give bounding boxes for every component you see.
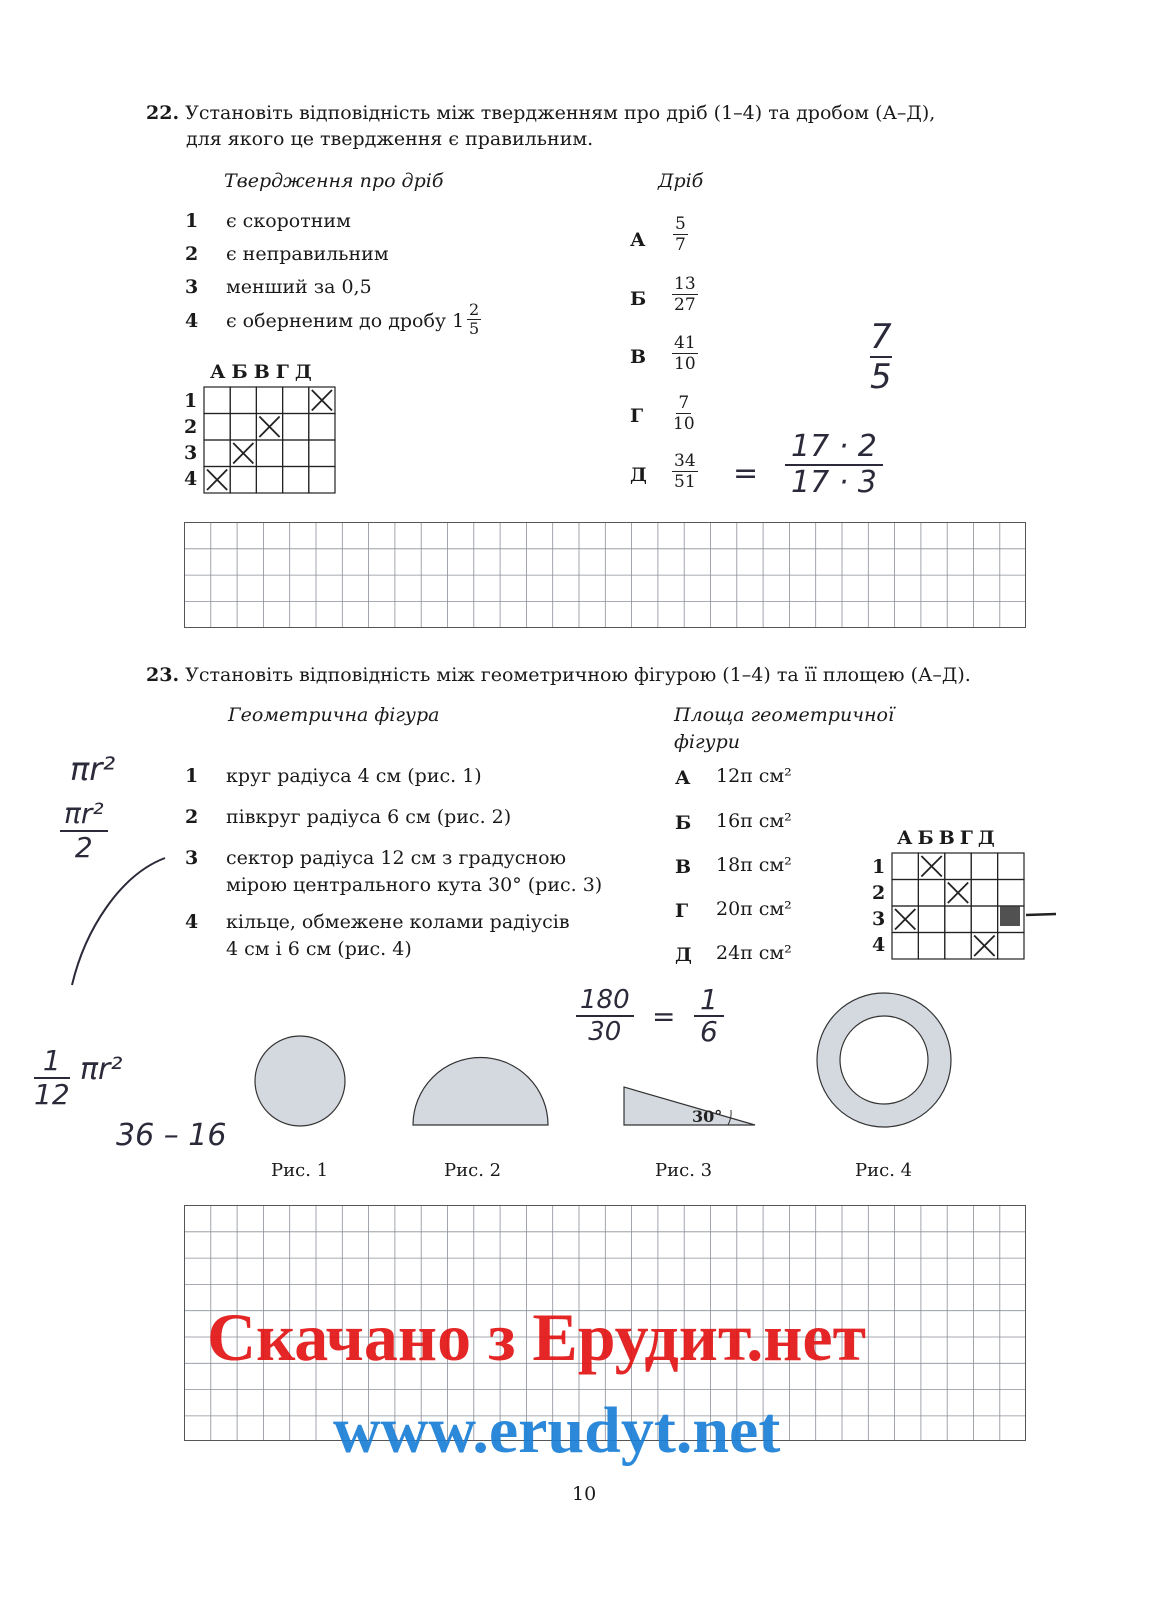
q23-figure-4-num: 4 xyxy=(185,911,199,933)
answer-cell[interactable] xyxy=(918,880,944,907)
q22-option-letter-v: В xyxy=(630,346,647,368)
figure-semicircle xyxy=(413,1058,548,1126)
grid-col-label: В xyxy=(253,361,276,383)
q23-figure-2-text: півкруг радіуса 6 см (рис. 2) xyxy=(226,806,512,828)
mixed-denominator: 5 xyxy=(469,319,480,338)
q22-option-letter-a: А xyxy=(630,229,646,251)
q22-statement-1-text: є скоротним xyxy=(226,210,351,232)
answer-mark-x xyxy=(921,856,941,877)
answer-cell[interactable] xyxy=(283,440,309,467)
answer-cell[interactable] xyxy=(204,440,230,467)
q23-text-line1: Установіть відповідність між геометричною фігурою (1–4) та її площею (А–Д). xyxy=(185,664,971,686)
q23-area-letter-v: В xyxy=(675,856,692,878)
q22-option-letter-b: Б xyxy=(630,288,647,310)
q23-figure-1-num: 1 xyxy=(185,765,199,787)
answer-cell[interactable] xyxy=(309,467,335,494)
q22-text-line2: для якого це твердження є правильним. xyxy=(186,128,594,150)
q23-grid-row-2: 2 xyxy=(872,882,886,904)
grid-col-label: А xyxy=(210,361,232,383)
q23-figure-1-text: круг радіуса 4 см (рис. 1) xyxy=(226,765,482,787)
q22-grid-row-1: 1 xyxy=(184,390,198,412)
q23-right-header-2: фігури xyxy=(674,731,740,753)
q23-scribble-mark xyxy=(996,902,1060,932)
hand-numerator: 7 xyxy=(870,317,892,357)
statement-number: 2 xyxy=(185,243,199,265)
answer-cell[interactable] xyxy=(309,440,335,467)
q22-statement-4-text xyxy=(226,310,464,332)
q23-grid-row-3: 3 xyxy=(872,908,886,930)
q22-statement-1 xyxy=(185,210,198,232)
answer-cell[interactable] xyxy=(230,387,256,414)
q22-option-letter-d: Д xyxy=(630,464,647,486)
q23-hand-ratio xyxy=(576,985,634,1047)
hand-half-top: πr² xyxy=(60,798,108,832)
answer-cell[interactable] xyxy=(283,414,309,441)
answer-mark-x xyxy=(974,936,994,957)
grid-col-label: Б xyxy=(231,361,254,383)
mixed-numerator: 2 xyxy=(469,300,480,319)
hand-result-bottom: 6 xyxy=(700,1015,718,1048)
q22-grid-row-3: 3 xyxy=(184,442,198,464)
q22-statement-4 xyxy=(185,310,198,332)
q22-option-frac-b xyxy=(672,274,698,315)
statement-number: 4 xyxy=(185,310,199,332)
numerator: 13 xyxy=(674,274,696,294)
hand-denominator: 5 xyxy=(870,357,892,397)
q22-left-header: Твердження про дріб xyxy=(224,170,444,192)
answer-mark-x xyxy=(895,909,915,930)
q23-figure-4-text-1: кільце, обмежене колами радіусів xyxy=(226,911,570,933)
page-number: 10 xyxy=(572,1483,597,1505)
answer-mark-x xyxy=(233,443,253,464)
answer-cell[interactable] xyxy=(892,853,918,880)
q23-area-value-g: 20π см² xyxy=(716,898,792,920)
q22-hand-expression xyxy=(785,430,883,500)
answer-cell[interactable] xyxy=(256,440,282,467)
q23-hand-ratio-result xyxy=(694,985,724,1047)
q23-area-letter-g: Г xyxy=(675,900,689,922)
hand-expr-top: 17 · 2 xyxy=(785,430,883,466)
answer-cell[interactable] xyxy=(971,853,997,880)
answer-cell[interactable] xyxy=(945,853,971,880)
q22-statement-3-text: менший за 0,5 xyxy=(226,276,372,298)
hand-half-bottom: 2 xyxy=(74,831,93,864)
answer-mark-x xyxy=(259,417,279,438)
answer-cell[interactable] xyxy=(945,933,971,960)
q22-draft-grid xyxy=(184,522,1026,628)
denominator: 27 xyxy=(674,295,696,315)
numerator: 34 xyxy=(674,451,696,471)
q22-right-header: Дріб xyxy=(658,170,704,192)
q23-left-header: Геометрична фігура xyxy=(228,704,440,726)
q23-area-value-v: 18π см² xyxy=(716,854,792,876)
caption-fig-1: Рис. 1 xyxy=(271,1160,329,1181)
q23-grid-row-4: 4 xyxy=(872,934,886,956)
q22-option-letter-g: Г xyxy=(630,405,644,427)
q23-area-letter-b: Б xyxy=(675,812,692,834)
answer-cell[interactable] xyxy=(309,414,335,441)
q23-hand-twelfth-rest: πr² xyxy=(80,1052,123,1087)
q22-option-frac-a xyxy=(673,214,688,255)
q22-option-frac-v xyxy=(672,333,698,374)
caption-fig-2: Рис. 2 xyxy=(444,1160,502,1181)
q23-area-letter-d: Д xyxy=(675,944,692,966)
answer-cell[interactable] xyxy=(283,467,309,494)
q22-mixed-fraction xyxy=(467,300,481,338)
q23-figure-2-num: 2 xyxy=(185,806,199,828)
q23-figure-3-text-2: мірою центрального кута 30° (рис. 3) xyxy=(226,874,603,896)
q22-answer-grid[interactable] xyxy=(203,386,336,494)
q23-area-letter-a: А xyxy=(675,767,691,789)
statement-number: 3 xyxy=(185,276,199,298)
answer-mark-x xyxy=(207,470,227,491)
q22-option-frac-g xyxy=(673,393,695,434)
caption-fig-3: Рис. 3 xyxy=(655,1160,713,1181)
q22-statement-3 xyxy=(185,276,198,298)
q22-option-frac-d xyxy=(672,451,698,492)
q22-grid-row-2: 2 xyxy=(184,416,198,438)
grid-col-label: Г xyxy=(275,361,295,383)
answer-cell[interactable] xyxy=(971,880,997,907)
q22-grid-row-4: 4 xyxy=(184,468,198,490)
q23-hand-diff: 36 – 16 xyxy=(116,1118,227,1153)
answer-mark-x xyxy=(312,390,332,411)
numerator: 5 xyxy=(675,214,686,234)
denominator: 51 xyxy=(674,472,696,492)
q23-hand-arrow-line xyxy=(60,850,180,990)
answer-cell[interactable] xyxy=(892,933,918,960)
hand-expr-bottom: 17 · 3 xyxy=(791,465,877,500)
grid-col-label: Г xyxy=(959,827,978,849)
answer-cell[interactable] xyxy=(230,467,256,494)
q22-statement-2 xyxy=(185,243,198,265)
answer-cell[interactable] xyxy=(204,414,230,441)
q23-hand-ratio-eq: = xyxy=(652,1000,676,1033)
answer-cell[interactable] xyxy=(918,906,944,933)
grid-col-label: Б xyxy=(917,827,939,849)
figure-sector xyxy=(624,1087,755,1125)
draft-grid-lines xyxy=(184,522,1026,628)
numerator: 7 xyxy=(678,393,690,413)
grid-col-label: А xyxy=(897,827,918,849)
q22-statement-2-text: є неправильним xyxy=(226,243,389,265)
q22-grid-header xyxy=(210,361,318,383)
q23-number: 23. xyxy=(146,664,180,686)
q22-hand-equals: = xyxy=(733,456,759,491)
statement-text: є оберненим до дробу 1 xyxy=(226,310,465,332)
angle-label: 30° xyxy=(692,1107,723,1126)
q22-hand-fraction xyxy=(870,318,892,396)
q23-hand-twelfth xyxy=(34,1045,70,1111)
q23-area-value-a: 12π см² xyxy=(716,765,792,787)
q23-hand-pir2: πr² xyxy=(70,750,116,788)
figure-circle xyxy=(255,1036,345,1126)
hand-result-top: 1 xyxy=(694,985,724,1017)
statement-number: 1 xyxy=(185,210,199,232)
denominator: 7 xyxy=(675,235,686,255)
answer-mark-x xyxy=(948,883,968,904)
answer-cell[interactable] xyxy=(998,933,1024,960)
q23-right-header-1: Площа геометричної xyxy=(674,704,895,726)
grid-col-label: В xyxy=(938,827,960,849)
grid-col-label: Д xyxy=(294,361,318,383)
watermark-line2: www.erudyt.net xyxy=(333,1394,781,1467)
hand-twelfth-bottom: 12 xyxy=(34,1078,70,1111)
caption-fig-4: Рис. 4 xyxy=(855,1160,913,1181)
numerator: 41 xyxy=(674,333,696,353)
hand-twelfth-top: 1 xyxy=(34,1045,70,1079)
answer-cell[interactable] xyxy=(230,414,256,441)
grid-col-label: Д xyxy=(977,827,1000,849)
q23-figure-3-text-1: сектор радіуса 12 см з градусною xyxy=(226,847,567,869)
answer-cell[interactable] xyxy=(256,467,282,494)
answer-cell[interactable] xyxy=(971,906,997,933)
answer-cell[interactable] xyxy=(892,880,918,907)
q23-area-value-d: 24π см² xyxy=(716,942,792,964)
q23-area-value-b: 16π см² xyxy=(716,810,792,832)
answer-cell[interactable] xyxy=(204,387,230,414)
q22-prompt xyxy=(146,100,1046,126)
figure-ring xyxy=(814,990,954,1130)
watermark-line1: Скачано з Ерудит.нет xyxy=(207,1299,867,1375)
denominator: 10 xyxy=(673,414,695,434)
q23-grid-header xyxy=(897,827,1000,849)
q23-figure-4-text-2: 4 см і 6 см (рис. 4) xyxy=(226,938,412,960)
q23-grid-row-1: 1 xyxy=(872,856,886,878)
q23-figure-3-num: 3 xyxy=(185,847,199,869)
q23-prompt xyxy=(146,662,1086,688)
q22-text-line1: Установіть відповідність між твердженням про дріб (1–4) та дробом (А–Д), xyxy=(185,102,936,124)
denominator: 10 xyxy=(674,354,696,374)
answer-cell[interactable] xyxy=(283,387,309,414)
answer-cell[interactable] xyxy=(945,906,971,933)
q22-number: 22. xyxy=(146,102,180,124)
answer-cell[interactable] xyxy=(998,853,1024,880)
answer-cell[interactable] xyxy=(256,387,282,414)
hand-ratio-bottom: 30 xyxy=(588,1017,622,1047)
answer-cell[interactable] xyxy=(918,933,944,960)
hand-ratio-top: 180 xyxy=(576,985,634,1017)
